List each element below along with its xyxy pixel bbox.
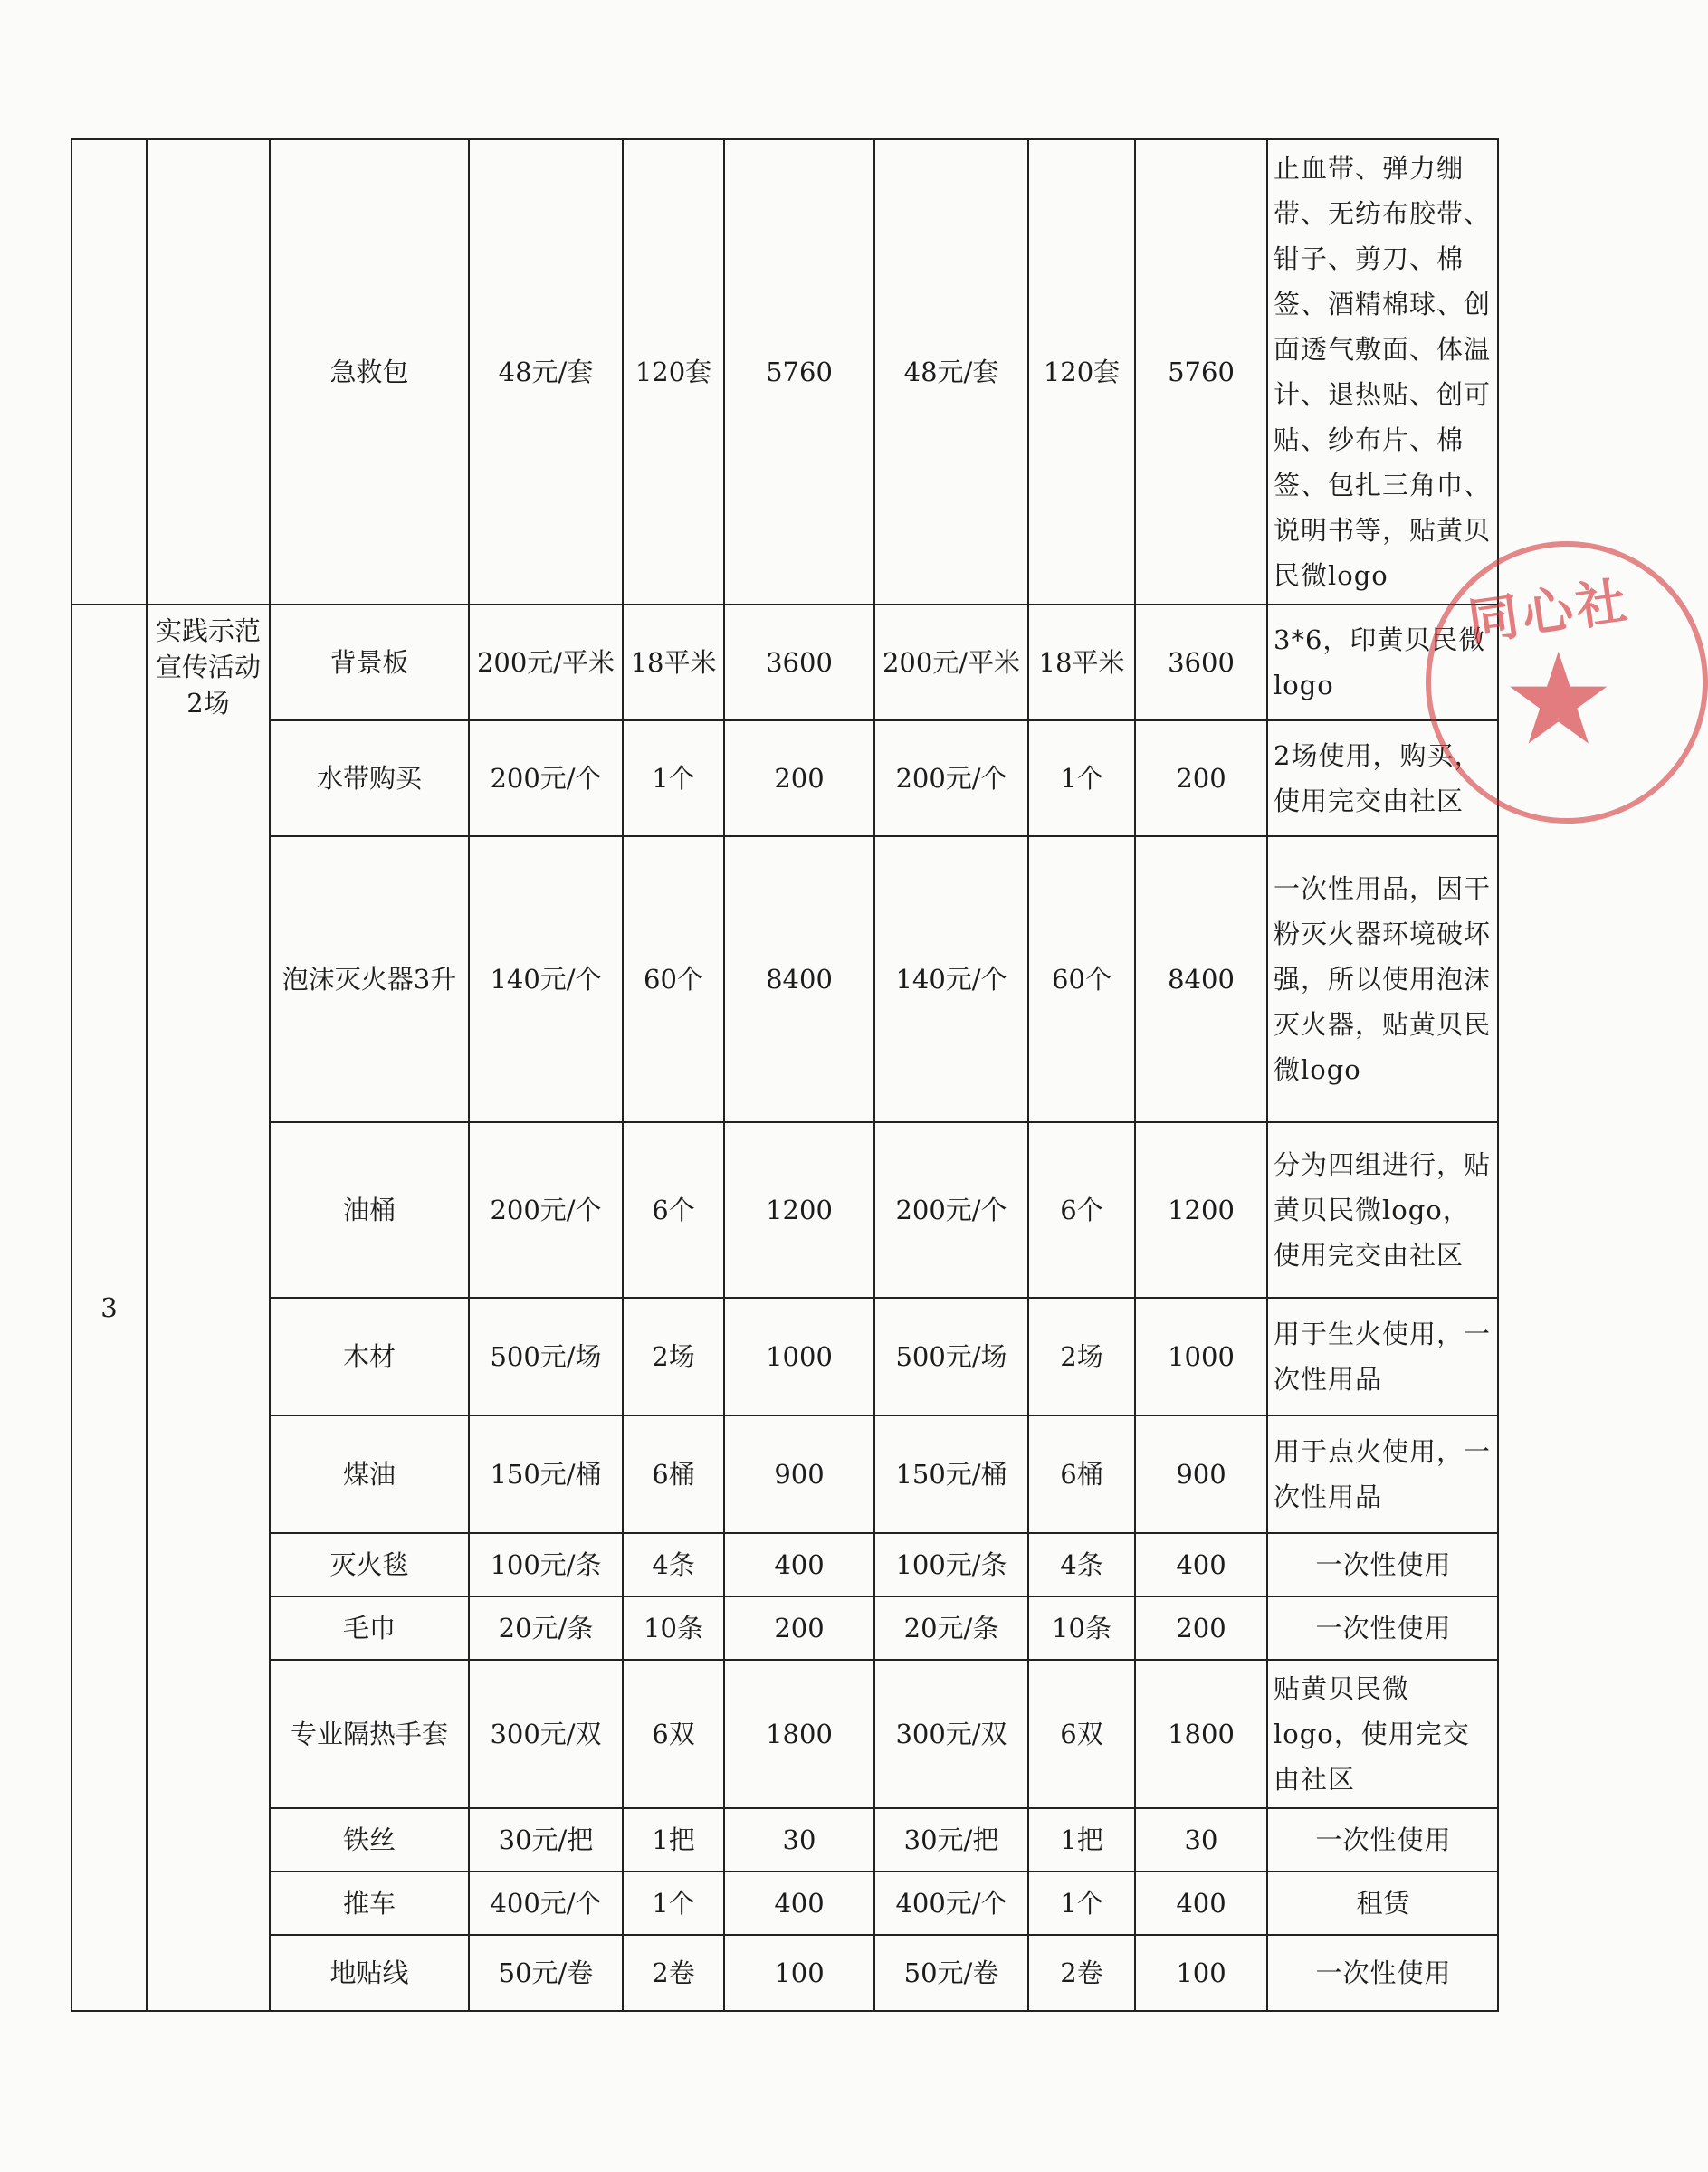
note-cell: 一次性使用 (1267, 1596, 1498, 1660)
total2-cell: 400 (1135, 1872, 1267, 1935)
qty-cell: 4条 (623, 1533, 724, 1596)
table-row (72, 1660, 1498, 1808)
unit-price2-cell: 140元/个 (874, 836, 1028, 1122)
qty2-cell: 1个 (1028, 1872, 1135, 1935)
unit-price2-cell: 500元/场 (874, 1298, 1028, 1415)
qty-cell: 1把 (623, 1808, 724, 1872)
table-row (72, 1533, 1498, 1596)
item-cell: 地贴线 (270, 1935, 469, 2011)
unit-price2-cell: 400元/个 (874, 1872, 1028, 1935)
note-cell: 一次性使用 (1267, 1533, 1498, 1596)
note-cell: 一次性使用 (1267, 1935, 1498, 2011)
total2-cell: 1800 (1135, 1660, 1267, 1808)
section-number-cell: 3 (72, 605, 147, 2011)
item-cell: 油桶 (270, 1122, 469, 1298)
activity-cell: 实践示范宣传活动2场 (147, 605, 270, 2011)
unit-price2-cell: 48元/套 (874, 139, 1028, 605)
total2-cell: 400 (1135, 1533, 1267, 1596)
note-cell: 止血带、弹力绷带、无纺布胶带、钳子、剪刀、棉签、酒精棉球、创面透气敷面、体温计、退热贴、创可贴、纱布片、棉签、包扎三角巾、说明书等，贴黄贝民微logo (1267, 139, 1498, 605)
qty2-cell: 60个 (1028, 836, 1135, 1122)
qty2-cell: 6桶 (1028, 1415, 1135, 1533)
total-cell: 1200 (724, 1122, 874, 1298)
unit-price-cell: 300元/双 (469, 1660, 623, 1808)
unit-price-cell: 100元/条 (469, 1533, 623, 1596)
total-cell: 3600 (724, 605, 874, 720)
note-cell: 一次性用品，因干粉灭火器环境破坏强，所以使用泡沫灭火器，贴黄贝民微logo (1267, 836, 1498, 1122)
qty2-cell: 2场 (1028, 1298, 1135, 1415)
unit-price2-cell: 300元/双 (874, 1660, 1028, 1808)
table-row (72, 1935, 1498, 2011)
item-cell: 煤油 (270, 1415, 469, 1533)
table-row (72, 139, 1498, 605)
table-row (72, 1298, 1498, 1415)
total-cell: 8400 (724, 836, 874, 1122)
qty2-cell: 18平米 (1028, 605, 1135, 720)
row-number-cell-empty (72, 139, 147, 605)
note-cell: 租赁 (1267, 1872, 1498, 1935)
total-cell: 200 (724, 720, 874, 836)
note-cell: 分为四组进行，贴黄贝民微logo，使用完交由社区 (1267, 1122, 1498, 1298)
total2-cell: 8400 (1135, 836, 1267, 1122)
total2-cell: 3600 (1135, 605, 1267, 720)
qty2-cell: 1个 (1028, 720, 1135, 836)
total-cell: 400 (724, 1872, 874, 1935)
total-cell: 1800 (724, 1660, 874, 1808)
qty-cell: 6个 (623, 1122, 724, 1298)
unit-price2-cell: 200元/平米 (874, 605, 1028, 720)
total-cell: 200 (724, 1596, 874, 1660)
qty-cell: 6桶 (623, 1415, 724, 1533)
unit-price-cell: 20元/条 (469, 1596, 623, 1660)
total-cell: 400 (724, 1533, 874, 1596)
unit-price-cell: 48元/套 (469, 139, 623, 605)
note-cell: 用于点火使用，一次性用品 (1267, 1415, 1498, 1533)
table-row (72, 605, 1498, 720)
item-cell: 水带购买 (270, 720, 469, 836)
stamp-text: 同心社 (1464, 570, 1635, 653)
unit-price2-cell: 200元/个 (874, 720, 1028, 836)
budget-table (71, 138, 1499, 2012)
table-row (72, 1415, 1498, 1533)
total-cell: 30 (724, 1808, 874, 1872)
item-cell: 毛巾 (270, 1596, 469, 1660)
total2-cell: 200 (1135, 720, 1267, 836)
note-cell: 一次性使用 (1267, 1808, 1498, 1872)
unit-price2-cell: 50元/卷 (874, 1935, 1028, 2011)
total2-cell: 5760 (1135, 139, 1267, 605)
qty2-cell: 120套 (1028, 139, 1135, 605)
total2-cell: 200 (1135, 1596, 1267, 1660)
note-cell: 用于生火使用，一次性用品 (1267, 1298, 1498, 1415)
total2-cell: 1200 (1135, 1122, 1267, 1298)
qty-cell: 1个 (623, 1872, 724, 1935)
total2-cell: 1000 (1135, 1298, 1267, 1415)
table-row (72, 1596, 1498, 1660)
qty2-cell: 6个 (1028, 1122, 1135, 1298)
item-cell: 背景板 (270, 605, 469, 720)
table-row (72, 720, 1498, 836)
unit-price-cell: 30元/把 (469, 1808, 623, 1872)
item-cell: 推车 (270, 1872, 469, 1935)
qty-cell: 120套 (623, 139, 724, 605)
activity-cell-empty (147, 139, 270, 605)
note-cell: 3*6，印黄贝民微logo (1267, 605, 1498, 720)
qty-cell: 60个 (623, 836, 724, 1122)
unit-price-cell: 50元/卷 (469, 1935, 623, 2011)
red-seal-stamp (1426, 541, 1708, 824)
table-row (72, 1872, 1498, 1935)
qty-cell: 10条 (623, 1596, 724, 1660)
qty2-cell: 2卷 (1028, 1935, 1135, 2011)
total2-cell: 30 (1135, 1808, 1267, 1872)
qty-cell: 2场 (623, 1298, 724, 1415)
item-cell: 木材 (270, 1298, 469, 1415)
unit-price-cell: 140元/个 (469, 836, 623, 1122)
unit-price-cell: 400元/个 (469, 1872, 623, 1935)
qty2-cell: 6双 (1028, 1660, 1135, 1808)
unit-price-cell: 200元/平米 (469, 605, 623, 720)
qty-cell: 18平米 (623, 605, 724, 720)
item-cell: 泡沫灭火器3升 (270, 836, 469, 1122)
qty2-cell: 4条 (1028, 1533, 1135, 1596)
total-cell: 5760 (724, 139, 874, 605)
unit-price2-cell: 150元/桶 (874, 1415, 1028, 1533)
total2-cell: 100 (1135, 1935, 1267, 2011)
total-cell: 900 (724, 1415, 874, 1533)
qty-cell: 2卷 (623, 1935, 724, 2011)
table-row (72, 1808, 1498, 1872)
item-cell: 专业隔热手套 (270, 1660, 469, 1808)
qty-cell: 1个 (623, 720, 724, 836)
note-cell: 2场使用，购买，使用完交由社区 (1267, 720, 1498, 836)
item-cell: 铁丝 (270, 1808, 469, 1872)
note-cell: 贴黄贝民微logo，使用完交由社区 (1267, 1660, 1498, 1808)
unit-price2-cell: 100元/条 (874, 1533, 1028, 1596)
unit-price-cell: 150元/桶 (469, 1415, 623, 1533)
table-row (72, 836, 1498, 1122)
item-cell: 急救包 (270, 139, 469, 605)
item-cell: 灭火毯 (270, 1533, 469, 1596)
qty2-cell: 10条 (1028, 1596, 1135, 1660)
qty2-cell: 1把 (1028, 1808, 1135, 1872)
total-cell: 100 (724, 1935, 874, 2011)
star-icon: ★ (1502, 626, 1616, 774)
total2-cell: 900 (1135, 1415, 1267, 1533)
table-row (72, 1122, 1498, 1298)
unit-price-cell: 500元/场 (469, 1298, 623, 1415)
unit-price2-cell: 30元/把 (874, 1808, 1028, 1872)
unit-price2-cell: 200元/个 (874, 1122, 1028, 1298)
qty-cell: 6双 (623, 1660, 724, 1808)
total-cell: 1000 (724, 1298, 874, 1415)
unit-price-cell: 200元/个 (469, 1122, 623, 1298)
unit-price-cell: 200元/个 (469, 720, 623, 836)
unit-price2-cell: 20元/条 (874, 1596, 1028, 1660)
